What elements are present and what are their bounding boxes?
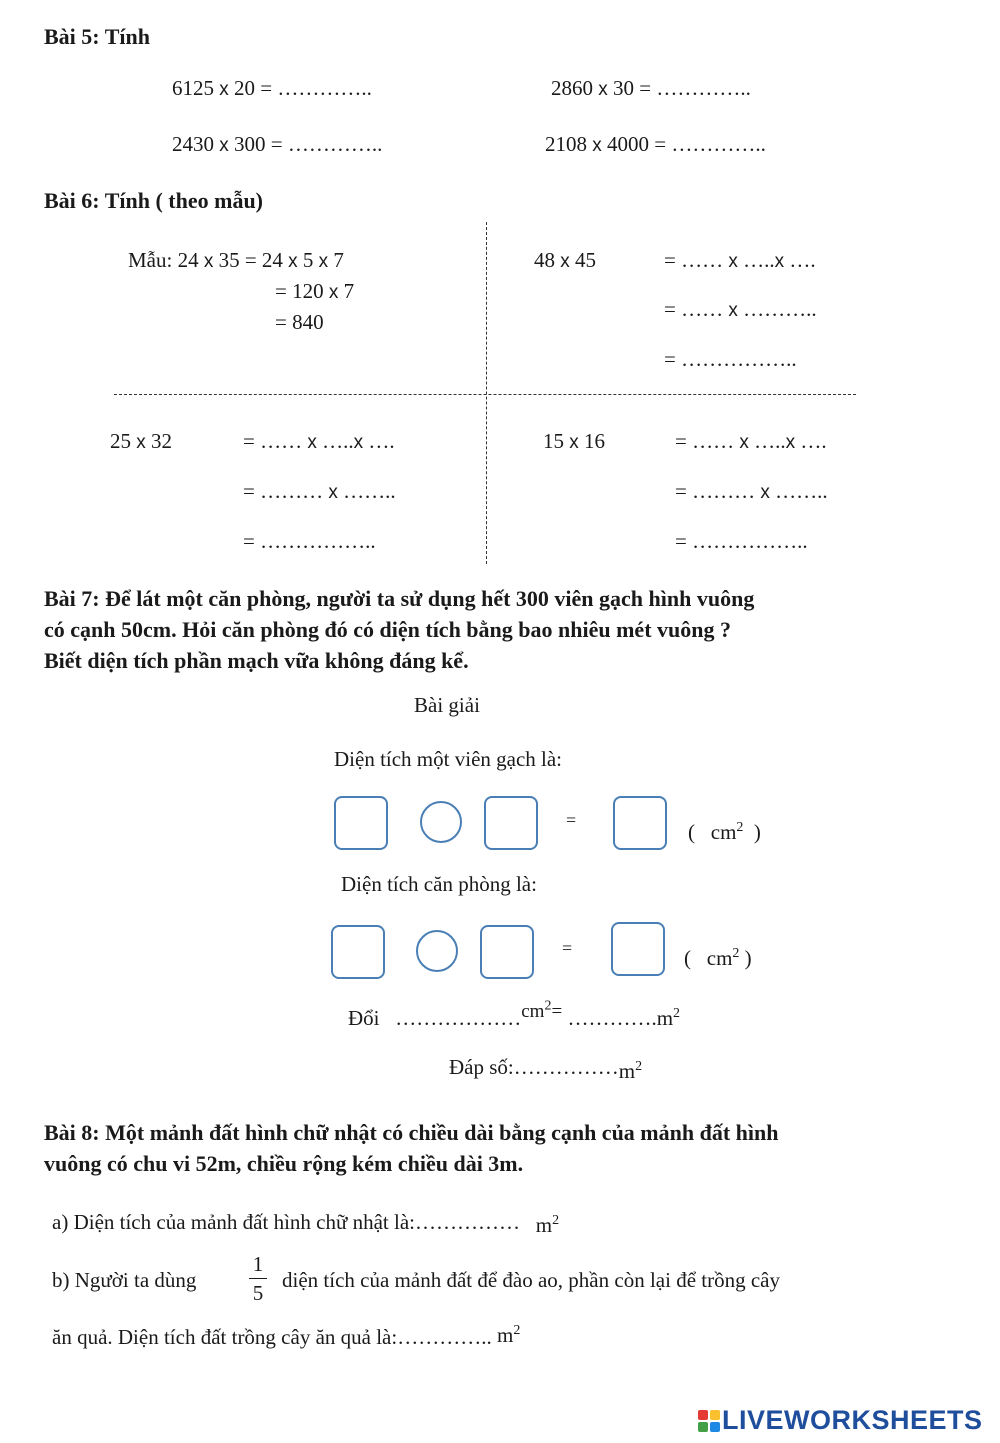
q3-answer-line-1[interactable]: = …… x …..x ….	[675, 429, 827, 453]
unit-cm2: ( $cm^2$ )	[688, 820, 761, 844]
answer-box-3[interactable]	[613, 796, 667, 850]
operator-circle-2[interactable]	[416, 930, 458, 972]
operator-circle-1[interactable]	[420, 801, 462, 843]
bai7-title-line-3: Biết diện tích phần mạch vữa không đáng kể.	[44, 648, 469, 673]
bai5-title: Bài 5: Tính	[44, 24, 150, 49]
answer-blank[interactable]: …………..	[671, 132, 766, 156]
bai7-title-line-1: Bài 7: Để lát một căn phòng, người ta sử dụng hết 300 viên gạch hình vuông	[44, 586, 755, 611]
answer-box-6[interactable]	[611, 922, 665, 976]
q1-answer-line-1[interactable]: = …… x …..x ….	[664, 248, 816, 272]
bai5-expr-1: 6125 x 20 = …………..	[172, 76, 372, 100]
unit-cm2: ( $cm^2$ )	[684, 946, 752, 970]
horizontal-divider	[114, 394, 856, 395]
bai6-title: Bài 6: Tính ( theo mẫu)	[44, 188, 264, 213]
dap-so: Đáp $số:\dots\dots\dots\dots\dots m^2$	[449, 1055, 643, 1083]
equals-sign: =	[562, 938, 573, 958]
q2-expression: 25 x 32	[110, 429, 172, 453]
bai5-expr-2: 2860 x 30 = …………..	[551, 76, 751, 100]
q1-answer-line-3[interactable]: = ……………..	[664, 347, 797, 371]
bai-giai-heading: Bài giải	[414, 693, 480, 717]
answer-blank[interactable]: …………..	[277, 76, 372, 100]
mau-line-3: = 840	[275, 310, 324, 334]
q3-answer-line-3[interactable]: = ……………..	[675, 529, 808, 553]
q1-expression: 48 x 45	[534, 248, 596, 272]
bai8-part-b-1: b) Người ta dùng	[52, 1268, 197, 1292]
answer-box-1[interactable]	[334, 796, 388, 850]
answer-box-5[interactable]	[480, 925, 534, 979]
q2-answer-line-1[interactable]: = …… x …..x ….	[243, 429, 395, 453]
mau-line-2: = 120 x 7	[275, 279, 355, 303]
q2-answer-line-3[interactable]: = ……………..	[243, 529, 376, 553]
vertical-divider	[486, 222, 487, 564]
liveworksheets-logo: LIVEWORKSHEETS	[722, 1405, 983, 1435]
bai5-expr-3: 2430 x 300 = …………..	[172, 132, 383, 156]
bai8-part-b-3: ăn quả. Diện tích đất trồng cây ăn quả là:………….. $m^2$	[52, 1323, 521, 1349]
answer-blank[interactable]: ………………	[395, 1006, 522, 1030]
bai5-expr-4: 2108 x 4000 = …………..	[545, 132, 766, 156]
answer-box-2[interactable]	[484, 796, 538, 850]
doi-line: Đổi $\dots\dots\dots\dots\dots\dots cm^2=$ $\dots\dots\dots\dots.m^2$	[348, 998, 681, 1030]
step2-label: Diện tích căn phòng là:	[341, 872, 537, 896]
answer-blank[interactable]: ………….	[567, 1006, 657, 1030]
q3-answer-line-2[interactable]: = ……… x ……..	[675, 479, 828, 503]
liveworksheets-logo-icon	[698, 1410, 720, 1432]
answer-blank[interactable]: …………..	[287, 132, 383, 156]
bai8-part-b-2: diện tích của mảnh đất để đào ao, phần còn lại để trồng cây	[282, 1268, 780, 1292]
bai8-title-line-2: vuông có chu vi 52m, chiều rộng kém chiều dài 3m.	[44, 1151, 524, 1176]
q2-answer-line-2[interactable]: = ……… x ……..	[243, 479, 396, 503]
answer-box-4[interactable]	[331, 925, 385, 979]
bai7-title-line-2: có cạnh 50cm. Hỏi căn phòng đó có diện tích bằng bao nhiêu mét vuông ?	[44, 617, 731, 642]
bai8-title-line-1: Bài 8: Một mảnh đất hình chữ nhật có chiều dài bằng cạnh của mảnh đất hình	[44, 1120, 779, 1145]
bai8-part-a: a) Diện tích của mảnh đất hình chữ nhật là:…………… $m^2$	[52, 1210, 560, 1237]
step1-label: Diện tích một viên gạch là:	[334, 747, 563, 771]
fraction-one-fifth: 1 5	[246, 1250, 270, 1307]
q3-expression: 15 x 16	[543, 429, 605, 453]
mau-line-1: Mẫu: 24 x 35 = 24 x 5 x 7	[128, 248, 344, 272]
q1-answer-line-2[interactable]: = …… x ………..	[664, 297, 817, 321]
equals-sign: =	[566, 810, 577, 830]
answer-blank[interactable]: …………..	[656, 76, 751, 100]
